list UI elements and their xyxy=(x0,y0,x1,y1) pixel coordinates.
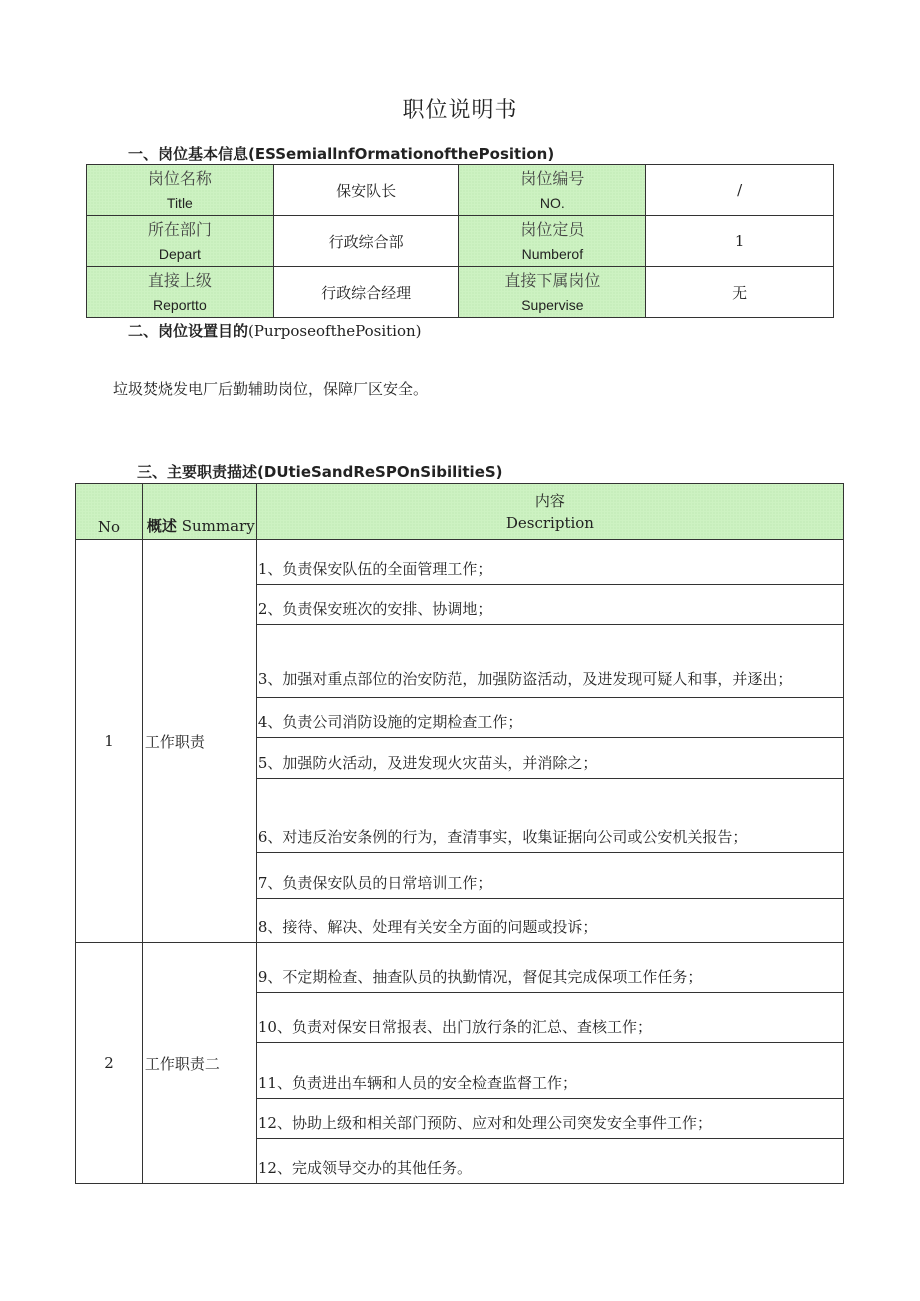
header-no: No xyxy=(76,484,143,540)
header-summary: 概述 Summary xyxy=(142,484,256,540)
section2-heading xyxy=(128,320,422,341)
department-label: 所在部门 Depart xyxy=(87,216,274,267)
title-label: 岗位名称 Title xyxy=(87,165,274,216)
supervise-value: 无 xyxy=(646,267,834,318)
report-to-value: 行政综合经理 xyxy=(273,267,459,318)
title-value: 保安队长 xyxy=(273,165,459,216)
duty-item: 6、对违反治安条例的行为，查清事实，收集证据向公司或公安机关报告； xyxy=(256,779,843,853)
group-summary: 工作职责 xyxy=(142,540,256,943)
duty-item: 2、负责保安班次的安排、协调地； xyxy=(256,585,843,625)
no-label: 岗位编号 NO. xyxy=(459,165,646,216)
duties-header-row xyxy=(76,484,844,540)
section3-heading-zh: 三、主要职责描述 xyxy=(137,463,258,481)
duty-item: 10、负责对保安日常报表、出门放行条的汇总、查核工作； xyxy=(256,993,843,1043)
department-value: 行政综合部 xyxy=(273,216,459,267)
group-no: 2 xyxy=(76,943,143,1184)
group-summary: 工作职责二 xyxy=(142,943,256,1184)
headcount-value: 1 xyxy=(646,216,834,267)
section1-heading-en: (ESSemiallnfOrmationofthePosition) xyxy=(248,145,555,163)
duty-item: 9、不定期检查、抽查队员的执勤情况，督促其完成保项工作任务； xyxy=(256,943,843,993)
report-to-label: 直接上级 Reportto xyxy=(87,267,274,318)
no-value: / xyxy=(646,165,834,216)
basic-info-row xyxy=(87,267,834,318)
duty-item: 4、负责公司消防设施的定期检查工作； xyxy=(256,698,843,738)
header-description: 内容 Description xyxy=(256,484,843,540)
duty-item: 8、接待、解决、处理有关安全方面的问题或投诉； xyxy=(256,899,843,943)
duty-item: 11、负责进出车辆和人员的安全检查监督工作； xyxy=(256,1043,843,1099)
section1-heading xyxy=(128,143,554,164)
section3-heading-en: (DUtieSandReSPOnSibilitieS) xyxy=(257,463,503,481)
table-row xyxy=(76,943,844,993)
supervise-label: 直接下属岗位 Supervise xyxy=(459,267,646,318)
duty-item: 5、加强防火活动，及进发现火灾苗头，并消除之； xyxy=(256,738,843,779)
basic-info-row xyxy=(87,216,834,267)
duty-item: 1、负责保安队伍的全面管理工作； xyxy=(256,540,843,585)
group-no: 1 xyxy=(76,540,143,943)
duty-item: 7、负责保安队员的日常培训工作； xyxy=(256,853,843,899)
section3-heading xyxy=(137,461,503,482)
purpose-text: 垃圾焚烧发电厂后勤辅助岗位，保障厂区安全。 xyxy=(113,380,429,398)
page-title: 职位说明书 xyxy=(402,98,518,123)
duty-item: 12、完成领导交办的其他任务。 xyxy=(256,1139,843,1184)
section2-heading-en: (PurposeofthePosition) xyxy=(248,322,422,340)
section1-heading-zh: 一、岗位基本信息 xyxy=(128,145,249,163)
duty-item: 3、加强对重点部位的治安防范，加强防盗活动，及进发现可疑人和事，并逐出； xyxy=(256,625,843,698)
table-row xyxy=(76,540,844,585)
section2-heading-zh: 二、岗位设置目的 xyxy=(128,322,249,340)
basic-info-row xyxy=(87,165,834,216)
duty-item: 12、协助上级和相关部门预防、应对和处理公司突发安全事件工作； xyxy=(256,1099,843,1139)
basic-info-table xyxy=(86,164,834,318)
duties-table xyxy=(75,483,844,1184)
headcount-label: 岗位定员 Numberof xyxy=(459,216,646,267)
